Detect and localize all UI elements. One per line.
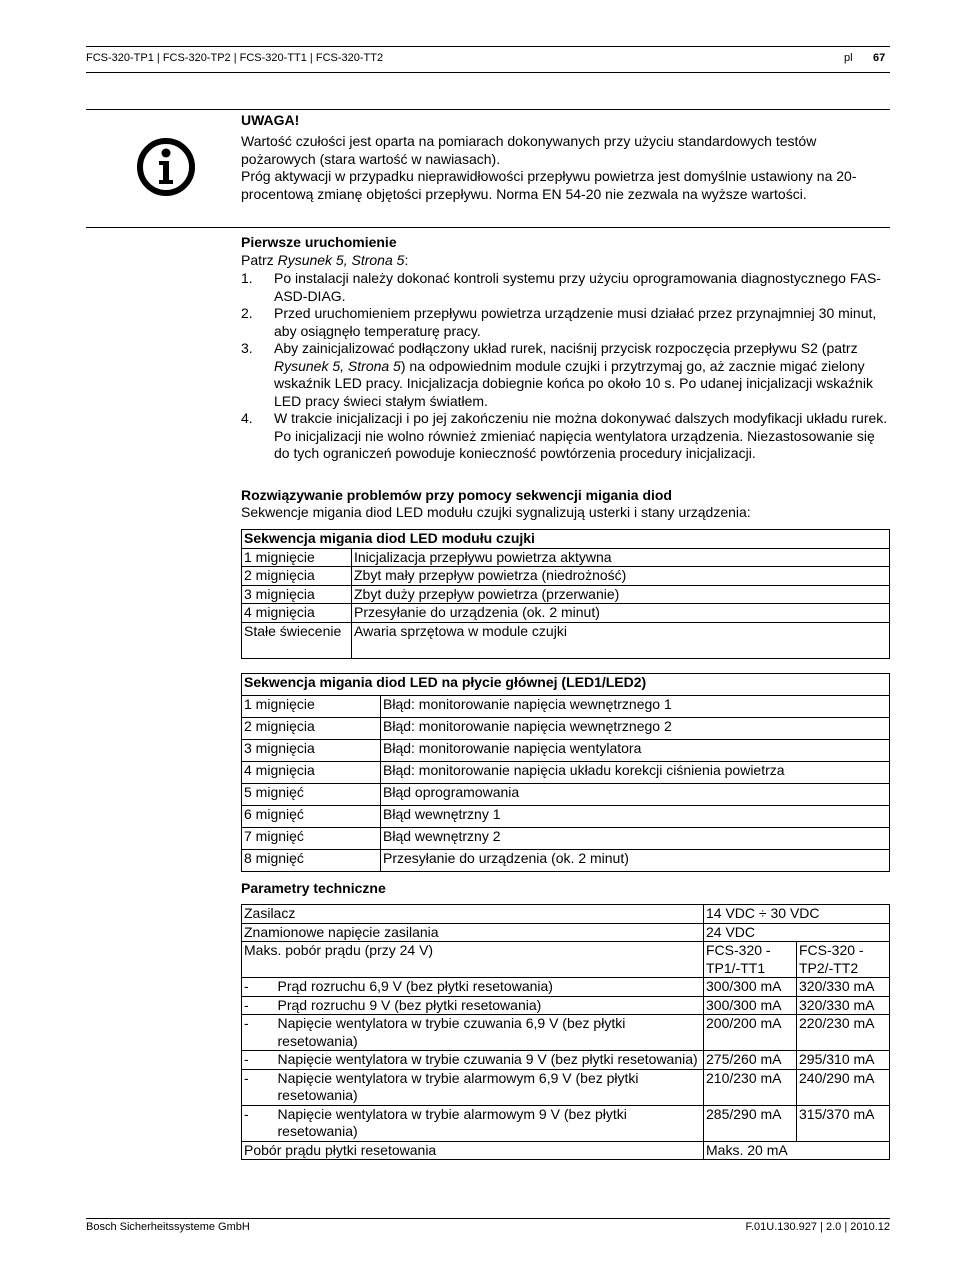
table-cell: 285/290 mA (704, 1105, 797, 1141)
table-title: Sekwencja migania diod LED modułu czujki (242, 530, 890, 549)
table-cell: Napięcie wentylatora w trybie czuwania 6,9 V (bez płytki resetowania) (276, 1015, 704, 1051)
table-cell: Zbyt mały przepływ powietrza (niedrożność) (352, 567, 890, 586)
table-row (242, 806, 890, 828)
table-cell: Napięcie wentylatora w trybie alarmowym 6,9 V (bez płytki resetowania) (276, 1069, 704, 1105)
table-header-row (242, 530, 890, 549)
table-cell: 210/230 mA (704, 1069, 797, 1105)
table-cell: Zbyt duży przepływ powietrza (przerwanie) (352, 585, 890, 604)
table-cell: 3 mignięcia (242, 585, 352, 604)
table-row (242, 905, 890, 924)
table-row (242, 604, 890, 623)
table-cell: 4 mignięcia (242, 762, 381, 784)
table-cell: Stałe świecenie (242, 622, 352, 658)
table-cell: 200/200 mA (704, 1015, 797, 1051)
table-cell: Napięcie wentylatora w trybie czuwania 9 V (bez płytki resetowania) (276, 1051, 704, 1070)
table-cell: Błąd wewnętrzny 1 (381, 806, 890, 828)
table-cell: 14 VDC ÷ 30 VDC (704, 905, 890, 924)
footer-company: Bosch Sicherheitssysteme GmbH (86, 1221, 250, 1233)
list-item-text: Po instalacji należy dokonać kontroli systemu przy użyciu oprogramowania diagnostycznego FAS-ASD-DIAG. (274, 270, 881, 304)
table-cell: - (242, 996, 276, 1015)
table-cell: - (242, 978, 276, 997)
table-cell: Prąd rozruchu 9 V (bez płytki resetowania) (276, 996, 704, 1015)
table-cell: Maks. 20 mA (704, 1141, 890, 1160)
table-cell: 8 mignięć (242, 850, 381, 872)
startup-heading: Pierwsze uruchomienie (241, 234, 397, 250)
table-cell: 2 mignięcia (242, 567, 352, 586)
list-item-number: 4. (241, 410, 253, 426)
table-cell: 300/300 mA (704, 978, 797, 997)
table-cell: 1 mignięcie (242, 548, 352, 567)
startup-ref-prefix: Patrz (241, 252, 278, 268)
table-cell: - (242, 1069, 276, 1105)
list-item-text: ) na odpowiednim module czujki i przytrzymaj go, aż zacznie migać zielony wskaźnik LED pracy. Inicjalizacja dobiegnie końca po około 10 s. Po udanej inicjalizacji wskaźnik LED pracy świeci stałym światłem. (274, 357, 873, 409)
troubleshoot-heading: Rozwiązywanie problemów przy pomocy sekwencji migania diod (241, 487, 672, 503)
table-cell: Maks. pobór prądu (przy 24 V) (242, 942, 704, 978)
header-bottom-rule (86, 72, 890, 73)
table-cell: Błąd: monitorowanie napięcia wewnętrznego 1 (381, 696, 890, 718)
footer-docref: F.01U.130.927 | 2.0 | 2010.12 (745, 1221, 890, 1233)
table-row (242, 1015, 890, 1051)
table-cell: Znamionowe napięcie zasilania (242, 923, 704, 942)
list-item-number: 1. (241, 270, 253, 286)
table-cell: 4 mignięcia (242, 604, 352, 623)
list-item (241, 270, 893, 305)
startup-ref-suffix: : (404, 252, 409, 268)
note-bottom-rule (86, 227, 890, 228)
info-icon (135, 136, 197, 198)
table-cell: 320/330 mA (797, 978, 890, 997)
table-cell: 295/310 mA (797, 1051, 890, 1070)
table-cell: 2 mignięcia (242, 718, 381, 740)
list-item-text: W trakcie inicjalizacji i po jej zakończeniu nie można dokonywać dalszych modyfikacji układu rurek. Po inicjalizacji nie wolno również zmieniać napięcia wentylatora urządzenia. Niezastosowanie się do tych ograniczeń powoduje konieczność powtórzenia procedury inicjalizacji. (274, 410, 888, 461)
table-cell: - (242, 1015, 276, 1051)
technical-params-table (241, 904, 890, 1160)
page-number: 67 (873, 52, 886, 64)
table-row (242, 585, 890, 604)
table-header-row (242, 674, 890, 696)
table-cell: - (242, 1051, 276, 1070)
list-item (241, 340, 893, 410)
table-cell: 7 mignięć (242, 828, 381, 850)
table-cell: Napięcie wentylatora w trybie alarmowym 9 V (bez płytki resetowania) (276, 1105, 704, 1141)
table-row (242, 850, 890, 872)
table-cell: 6 mignięć (242, 806, 381, 828)
list-item-number: 3. (241, 340, 253, 356)
table-row (242, 942, 890, 978)
note-paragraph-1: Wartość czułości jest oparta na pomiarach dokonywanych przy użyciu standardowych testów pożarowych (stara wartość w nawiasach). (241, 133, 817, 167)
table-cell: 240/290 mA (797, 1069, 890, 1105)
table-cell: Przesyłanie do urządzenia (ok. 2 minut) (381, 850, 890, 872)
table-row (242, 1141, 890, 1160)
troubleshoot-intro: Sekwencje migania diod LED modułu czujki sygnalizują usterki i stany urządzenia: (241, 504, 751, 520)
mainboard-led-table (241, 673, 890, 872)
table-row (242, 1069, 890, 1105)
table-cell: 300/300 mA (704, 996, 797, 1015)
table-cell: 5 mignięć (242, 784, 381, 806)
detector-led-table (241, 529, 890, 659)
table-cell: Inicjalizacja przepływu powietrza aktywna (352, 548, 890, 567)
startup-reference (241, 252, 408, 270)
params-heading: Parametry techniczne (241, 880, 386, 896)
list-item (241, 305, 893, 340)
table-title: Sekwencja migania diod LED na płycie głównej (LED1/LED2) (242, 674, 890, 696)
table-cell: Błąd wewnętrzny 2 (381, 828, 890, 850)
table-cell: 315/370 mA (797, 1105, 890, 1141)
footer-rule (86, 1218, 890, 1219)
table-row (242, 696, 890, 718)
table-cell: - (242, 1105, 276, 1141)
header-top-rule (86, 46, 890, 47)
table-row (242, 762, 890, 784)
table-row (242, 784, 890, 806)
table-cell: Błąd oprogramowania (381, 784, 890, 806)
header-lang: pl (844, 52, 853, 64)
list-item (241, 410, 893, 463)
table-cell: Zasilacz (242, 905, 704, 924)
table-row (242, 978, 890, 997)
table-row (242, 567, 890, 586)
list-item-link[interactable]: Rysunek 5, Strona 5 (274, 357, 401, 374)
table-cell: 275/260 mA (704, 1051, 797, 1070)
table-cell: FCS-320 -TP1/-TT1 (704, 942, 797, 978)
startup-ref-link[interactable]: Rysunek 5, Strona 5 (277, 252, 405, 268)
table-cell: 1 mignięcie (242, 696, 381, 718)
table-cell: Prąd rozruchu 6,9 V (bez płytki resetowania) (276, 978, 704, 997)
table-row (242, 740, 890, 762)
table-row (242, 923, 890, 942)
note-top-rule (86, 109, 890, 110)
table-row (242, 548, 890, 567)
table-cell: Pobór prądu płytki resetowania (242, 1141, 704, 1160)
table-cell: FCS-320 -TP2/-TT2 (797, 942, 890, 978)
table-cell: 3 mignięcia (242, 740, 381, 762)
table-row (242, 1105, 890, 1141)
table-row (242, 718, 890, 740)
list-item-text: Aby zainicjalizować podłączony układ rurek, naciśnij przycisk rozpoczęcia przepływu S2 (patrz (274, 340, 858, 356)
table-cell: 24 VDC (704, 923, 890, 942)
list-item-number: 2. (241, 305, 253, 321)
table-row (242, 828, 890, 850)
header-models: FCS-320-TP1 | FCS-320-TP2 | FCS-320-TT1 | FCS-320-TT2 (86, 52, 384, 64)
table-cell: Przesyłanie do urządzenia (ok. 2 minut) (352, 604, 890, 623)
table-row (242, 622, 890, 658)
table-row (242, 1051, 890, 1070)
table-row (242, 996, 890, 1015)
table-cell: 320/330 mA (797, 996, 890, 1015)
table-cell: Błąd: monitorowanie napięcia wentylatora (381, 740, 890, 762)
table-cell: Awaria sprzętowa w module czujki (352, 622, 890, 658)
note-title: UWAGA! (241, 112, 300, 128)
table-cell: Błąd: monitorowanie napięcia wewnętrznego 2 (381, 718, 890, 740)
list-item-text: Przed uruchomieniem przepływu powietrza urządzenie musi działać przez przynajmniej 30 minut, aby osiągnęło temperaturę pracy. (274, 305, 877, 339)
startup-steps-list (241, 270, 893, 463)
note-paragraph-2: Próg aktywacji w przypadku nieprawidłowości przepływu powietrza jest domyślnie ustawiony na 20-procentową zmianę objętości przepływu. Norma EN 54-20 nie zezwala na wyższe wartości. (241, 168, 857, 202)
table-cell: Błąd: monitorowanie napięcia układu korekcji ciśnienia powietrza (381, 762, 890, 784)
table-cell: 220/230 mA (797, 1015, 890, 1051)
